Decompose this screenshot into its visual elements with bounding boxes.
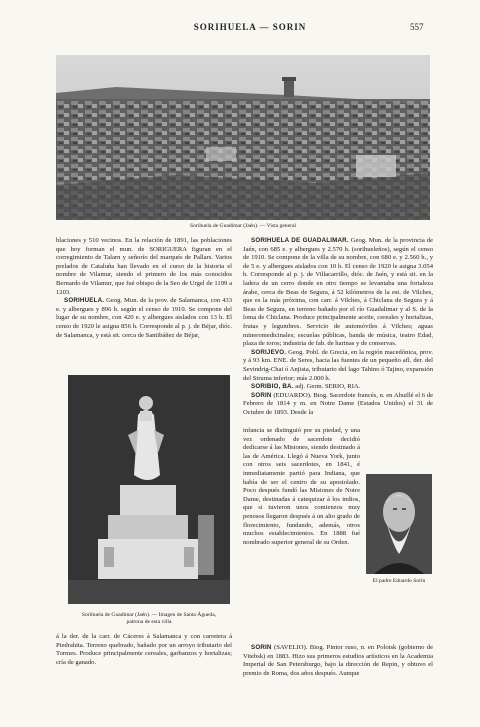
entry-text: Geog. Mun. de la prov. de Salamanca, con 433 e. y albergues y 896 h. según el censo de 1910. Se compone del lugar de su nombre, con 420 e. y albergues aislados con 13 h. El censo de 1920 le asigna 856 h. Corresponde al p. j. de Béjar, dióc. de Salamanca, y está sit. cerca de Santibáñez de Béjar, [56,297,232,339]
entry-text: adj. Germ. SERIO, RIA. [295,383,361,391]
right-column-bottom [243,644,433,678]
portrait-photo [366,474,432,574]
soriguera-continuation: blaciones y 510 vecinos. En la relación de 1891, las poblaciones que hoy forman el mun. de SORIGUERA figuran en el corregimiento de Talarn y señorío del marqués de Pallars. Varios prelados de Cataluña han llevado en el curso de la historia el nombre de Vilamur, siendo el primero de los más conocidos Bernardo de Vilamur, que fué obispo de la Seo de Urgel de 1199 a 1203. [56,237,232,296]
right-column-top [243,237,433,417]
entry-sorijevo [243,349,433,383]
entry-sorin-eduardo [243,392,433,418]
panorama-caption: Sorihuela de Guadimar (Jaén). — Vista general [190,223,296,229]
entry-heading: SORIJEVO. [251,348,287,356]
entry-heading: SORIN [251,391,272,399]
entry-sorihuela-de-guadalimar [243,237,433,349]
entry-heading: SORIBIO, BA. [251,383,294,391]
running-title: SORIHUELA — SORIN [193,22,307,32]
entry-heading: SORIN [251,644,272,651]
right-column-narrow [243,427,360,547]
sorihuela-continuation: á la der. de la carr. de Cáceres á Salamanca y con carretera á Piedrahita. Terreno quebrado, bañado por un arroyo tributario del Tormes. Produce principalmente cereales, garbanzos y hortalizas; cría de ganado. [56,633,232,666]
entry-heading: SORIHUELA. [64,297,105,305]
statue-photo [68,375,230,604]
town-panorama-photo [56,55,430,220]
portrait-caption: El padre Eduardo Sorin [372,578,426,584]
statue-caption-line-1: Sorihuela de Guadimar (Jaén). — Imagen de Santa Águeda, [81,612,217,618]
sorin-biography: infancia se distinguió por su piedad, y una vez ordenado de sacerdote decidió dedicarse á las Misiones, siendo destinado á las de América. Llegó á Nueva York, junto con otros seis sacerdotes, en 1841, é inmediatamente partió para Indiana, que había de ser el centro de su apostolado. Poco después fundó las Misiones de Notre Dame, destinadas á catequizar á los indios, que si tuvieron unos comienzos muy penosos llegaron después á un alto grado de florecimiento, fundando, además, otros muchos establecimientos. En 1888 fué nombrado superior general de su Orden. [243,427,360,546]
entry-text: Geog. Mun. de la provincia de Jaén, con 685 e. y albergues y 2.570 h. (sorihueleños), según el censo de 1910. Se compone de la villa de su nombre, con 680 e. y 2.560 h., y de 5 e. y albergues aislados con 10 h. El censo de 1920 le asigna 3.054 h. Corresponde al p. j. de Villacarrillo, dióc. de Jaén, y está sit. en la ladera de un cerro donde en otro tiempo se levantaba una fortaleza árabe, cerca de Beas de Segura, á 52 kilómetros de la est. de Vilches, que es la más próxima, con carr. á Vilches, á Chiclana de Segura y á Beas de Segura, en terreno bañado por el río Guadalimar y al S. de la loma de Chiclana. Produce principalmente aceite, cereales y hortalizas, frutas y legumbres. Servicio de automóviles á Vilches; aguas mineromedicinales; escuelas públicas, banda de música, teatro Edad, plaza de toros; industria de fab. de harinas y de conservas. [243,237,433,348]
entry-text: (SAVELIO). Biog. Pintor ruso, n. en Polotsk (gobierno de Vitebsk) en 1883. Hizo sus primeros estudios artísticos en la Academia Imperial de San Petersburgo, bajo la dirección de Repin, y obtuvo el premio de Roma, dos años después. Aunque [243,644,433,677]
entry-text: Geog. Pobl. de Grecia, en la región macedónica, prov. y á 93 km. ENE. de Seres, hacia las fuentes de un pequeño afl. der. del Sevindrig-Chai ó Anjista, tributario del lago Tahino ó Tajino, expansión del Struma inferior; más 2.000 h. [243,348,433,382]
entry-soribio [243,383,433,392]
entry-text: Biog. Sacerdote francés, n. en Ahuillé el 6 de Febrero de 1814 y m. en Notre Dame (Estados Unidos) el 31 de Octubre de 1893. Desde la [243,391,434,416]
left-column-bottom [56,633,232,667]
entry-heading: SORIHUELA DE GUADALIMAR. [251,237,349,244]
left-column-top [56,237,232,340]
page-header [0,22,480,36]
entry-sorin-savelio [243,644,433,678]
entry-sorihuela [56,297,232,340]
entry-name: (EDUARDO). [273,391,312,399]
statue-caption-line-2: patrona de esta villa [126,619,172,625]
page-number: 557 [410,22,424,32]
